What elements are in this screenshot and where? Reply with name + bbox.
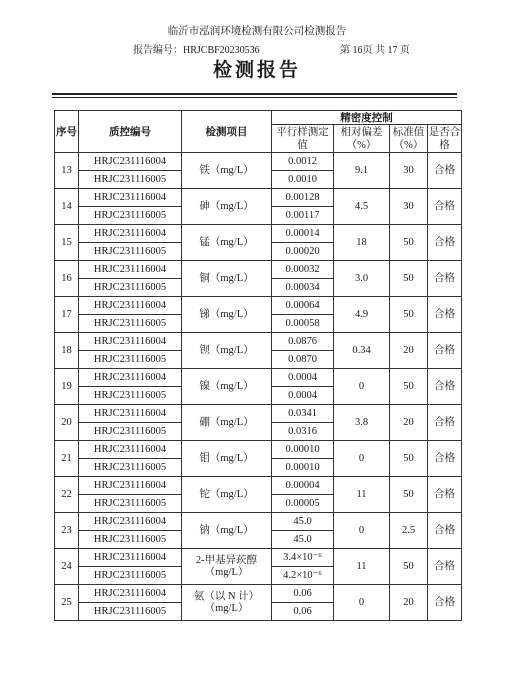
qc-id-cell: HRJC231116004	[79, 513, 182, 531]
parallel-value-cell: 0.00064	[272, 297, 334, 315]
qc-id-cell: HRJC231116005	[79, 171, 182, 189]
item-cell: 钡（mg/L）	[182, 333, 272, 369]
table-row	[55, 225, 462, 243]
standard-cell: 2.5	[390, 513, 428, 549]
qc-id-cell: HRJC231116004	[79, 225, 182, 243]
item-cell: 铊（mg/L）	[182, 477, 272, 513]
qc-id-cell: HRJC231116004	[79, 297, 182, 315]
seq-cell: 21	[55, 441, 79, 477]
table-row	[55, 261, 462, 279]
standard-cell: 50	[390, 441, 428, 477]
qc-id-cell: HRJC231116004	[79, 369, 182, 387]
table-row	[55, 549, 462, 567]
parallel-value-cell: 0.00020	[272, 243, 334, 261]
rel-dev-cell: 0	[334, 513, 390, 549]
header-qualified: 是否合格	[428, 126, 461, 151]
table-row	[55, 585, 462, 603]
table-row	[55, 369, 462, 387]
standard-cell: 50	[390, 225, 428, 261]
table-row	[55, 441, 462, 459]
qualified-cell: 合格	[428, 405, 462, 441]
header-precision-group: 精密度控制	[272, 111, 462, 125]
qc-table	[54, 110, 462, 621]
seq-cell: 19	[55, 369, 79, 405]
item-cell: 砷（mg/L）	[182, 189, 272, 225]
standard-cell: 20	[390, 405, 428, 441]
parallel-value-cell: 45.0	[272, 531, 334, 549]
parallel-value-cell: 0.00005	[272, 495, 334, 513]
table-row	[55, 297, 462, 315]
parallel-value-cell: 0.0004	[272, 369, 334, 387]
qualified-cell: 合格	[428, 441, 462, 477]
qc-id-cell: HRJC231116004	[79, 477, 182, 495]
parallel-value-cell: 45.0	[272, 513, 334, 531]
parallel-value-cell: 4.2×10⁻⁶	[272, 567, 334, 585]
qc-id-cell: HRJC231116005	[79, 495, 182, 513]
qualified-cell: 合格	[428, 477, 462, 513]
qc-id-cell: HRJC231116005	[79, 567, 182, 585]
item-cell: 锰（mg/L）	[182, 225, 272, 261]
item-cell: 锑（mg/L）	[182, 297, 272, 333]
seq-cell: 13	[55, 153, 79, 189]
standard-cell: 20	[390, 585, 428, 621]
report-number-label: 报告编号：	[133, 45, 183, 56]
qc-id-cell: HRJC231116005	[79, 603, 182, 621]
seq-cell: 23	[55, 513, 79, 549]
seq-cell: 16	[55, 261, 79, 297]
qc-id-cell: HRJC231116005	[79, 459, 182, 477]
header-item: 检测项目	[182, 111, 272, 153]
qualified-cell: 合格	[428, 297, 462, 333]
standard-cell: 50	[390, 261, 428, 297]
standard-cell: 30	[390, 189, 428, 225]
header-standard: 标准值（%）	[390, 125, 428, 153]
header-rule-thick	[52, 93, 457, 95]
seq-cell: 24	[55, 549, 79, 585]
rel-dev-cell: 0.34	[334, 333, 390, 369]
parallel-value-cell: 0.00058	[272, 315, 334, 333]
standard-cell: 50	[390, 369, 428, 405]
qc-id-cell: HRJC231116005	[79, 531, 182, 549]
rel-dev-cell: 0	[334, 369, 390, 405]
parallel-value-cell: 0.0004	[272, 387, 334, 405]
item-cell: 铁（mg/L）	[182, 153, 272, 189]
rel-dev-cell: 4.9	[334, 297, 390, 333]
table-row	[55, 477, 462, 495]
seq-cell: 18	[55, 333, 79, 369]
qualified-cell: 合格	[428, 225, 462, 261]
item-cell: 硼（mg/L）	[182, 405, 272, 441]
table-row	[55, 189, 462, 207]
header-rel-dev: 相对偏差（%）	[334, 125, 390, 153]
report-number-value: HRJCBF20230536	[183, 45, 260, 56]
qc-id-cell: HRJC231116004	[79, 189, 182, 207]
item-cell: 钼（mg/L）	[182, 441, 272, 477]
standard-cell: 50	[390, 549, 428, 585]
seq-cell: 17	[55, 297, 79, 333]
seq-cell: 15	[55, 225, 79, 261]
parallel-value-cell: 0.0870	[272, 351, 334, 369]
qc-id-cell: HRJC231116005	[79, 387, 182, 405]
seq-cell: 14	[55, 189, 79, 225]
rel-dev-cell: 3.0	[334, 261, 390, 297]
table-row	[55, 405, 462, 423]
qualified-cell: 合格	[428, 513, 462, 549]
parallel-value-cell: 0.00010	[272, 441, 334, 459]
item-cell: 镍（mg/L）	[182, 369, 272, 405]
parallel-value-cell: 0.06	[272, 585, 334, 603]
qualified-cell: 合格	[428, 585, 462, 621]
rel-dev-cell: 11	[334, 477, 390, 513]
parallel-value-cell: 0.00034	[272, 279, 334, 297]
rel-dev-cell: 0	[334, 441, 390, 477]
parallel-value-cell: 0.00014	[272, 225, 334, 243]
parallel-value-cell: 0.0010	[272, 171, 334, 189]
parallel-value-cell: 0.00128	[272, 189, 334, 207]
qc-id-cell: HRJC231116005	[79, 423, 182, 441]
rel-dev-cell: 11	[334, 549, 390, 585]
qc-id-cell: HRJC231116004	[79, 441, 182, 459]
qc-id-cell: HRJC231116004	[79, 585, 182, 603]
qc-id-cell: HRJC231116004	[79, 333, 182, 351]
page-info: 第 16页 共 17 页	[340, 45, 410, 56]
item-cell: 钠（mg/L）	[182, 513, 272, 549]
seq-cell: 20	[55, 405, 79, 441]
item-cell: 2-甲基异莰醇（mg/L）	[182, 549, 272, 585]
qc-id-cell: HRJC231116005	[79, 315, 182, 333]
parallel-value-cell: 0.0341	[272, 405, 334, 423]
table-row	[55, 513, 462, 531]
parallel-value-cell: 3.4×10⁻⁶	[272, 549, 334, 567]
parallel-value-cell: 0.00010	[272, 459, 334, 477]
company-header: 临沂市泓润环境检测有限公司检测报告	[167, 26, 347, 37]
report-number	[133, 41, 260, 56]
parallel-value-cell: 0.00032	[272, 261, 334, 279]
qc-id-cell: HRJC231116005	[79, 351, 182, 369]
qualified-cell: 合格	[428, 549, 462, 585]
qualified-cell: 合格	[428, 153, 462, 189]
header-parallel: 平行样测定值	[272, 125, 334, 153]
qc-id-cell: HRJC231116004	[79, 261, 182, 279]
parallel-value-cell: 0.00004	[272, 477, 334, 495]
parallel-value-cell: 0.00117	[272, 207, 334, 225]
qualified-cell: 合格	[428, 333, 462, 369]
rel-dev-cell: 3.8	[334, 405, 390, 441]
header-rule-thin	[52, 97, 457, 98]
table-row	[55, 333, 462, 351]
parallel-value-cell: 0.0012	[272, 153, 334, 171]
rel-dev-cell: 4.5	[334, 189, 390, 225]
qc-id-cell: HRJC231116005	[79, 243, 182, 261]
table-body	[55, 153, 462, 621]
item-cell: 铜（mg/L）	[182, 261, 272, 297]
item-cell: 氨（以 N 计）（mg/L）	[182, 585, 272, 621]
qc-id-cell: HRJC231116005	[79, 207, 182, 225]
standard-cell: 20	[390, 333, 428, 369]
standard-cell: 50	[390, 477, 428, 513]
table-row	[55, 153, 462, 171]
standard-cell: 30	[390, 153, 428, 189]
header-qc-id: 质控编号	[79, 111, 182, 153]
parallel-value-cell: 0.0316	[272, 423, 334, 441]
seq-cell: 25	[55, 585, 79, 621]
parallel-value-cell: 0.06	[272, 603, 334, 621]
qc-id-cell: HRJC231116004	[79, 549, 182, 567]
qc-id-cell: HRJC231116004	[79, 405, 182, 423]
qc-id-cell: HRJC231116005	[79, 279, 182, 297]
header-seq: 序号	[55, 111, 79, 153]
rel-dev-cell: 0	[334, 585, 390, 621]
report-title: 检测报告	[212, 59, 301, 81]
qc-id-cell: HRJC231116004	[79, 153, 182, 171]
rel-dev-cell: 18	[334, 225, 390, 261]
standard-cell: 50	[390, 297, 428, 333]
qualified-cell: 合格	[428, 369, 462, 405]
qualified-cell: 合格	[428, 261, 462, 297]
rel-dev-cell: 9.1	[334, 153, 390, 189]
seq-cell: 22	[55, 477, 79, 513]
parallel-value-cell: 0.0876	[272, 333, 334, 351]
qualified-cell: 合格	[428, 189, 462, 225]
